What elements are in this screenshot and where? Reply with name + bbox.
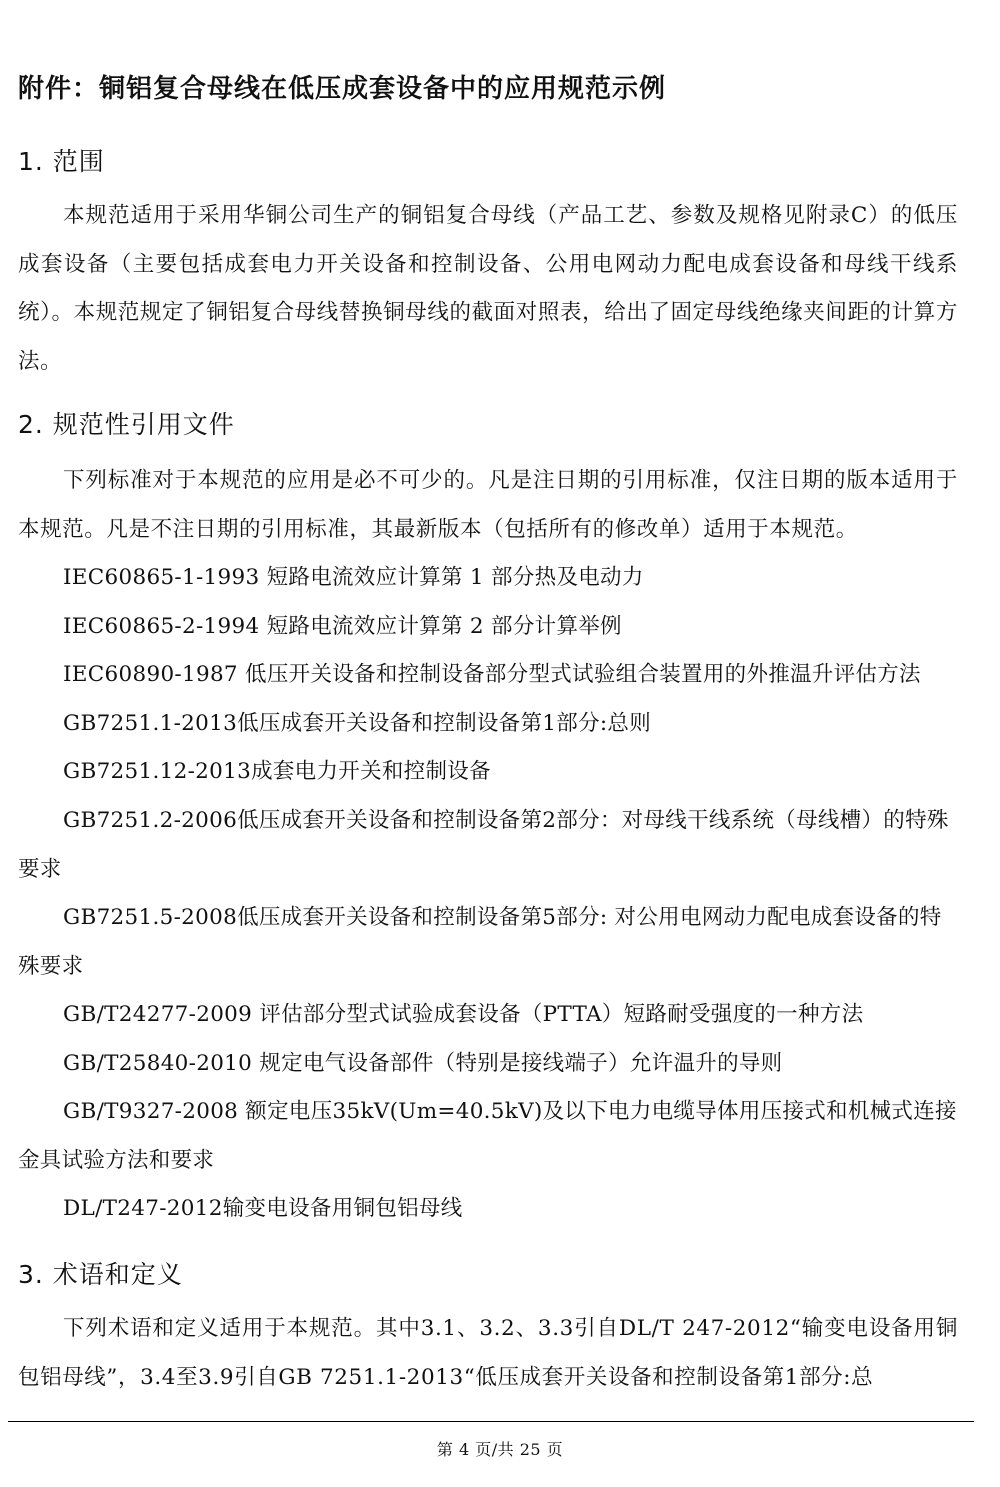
reference-item: GB7251.5-2008低压成套开关设备和控制设备第5部分: 对公用电网动力配电成套设备的特殊要求 [18, 905, 942, 979]
reference-item: IEC60865-1-1993 短路电流效应计算第 1 部分热及电动力 [63, 565, 644, 590]
section-heading-normative-references: 2. 规范性引用文件 [18, 410, 235, 439]
reference-item: GB/T25840-2010 规定电气设备部件（特别是接线端子）允许温升的导则 [63, 1051, 783, 1076]
reference-item: GB7251.2-2006低压成套开关设备和控制设备第2部分：对母线干线系统（母线槽）的特殊要求 [18, 808, 949, 882]
reference-item: GB7251.12-2013成套电力开关和控制设备 [63, 759, 491, 784]
reference-item: GB7251.1-2013低压成套开关设备和控制设备第1部分:总则 [63, 711, 652, 736]
footer-divider [8, 1421, 974, 1422]
reference-item: IEC60890-1987 低压开关设备和控制设备部分型式试验组合装置用的外推温升评估方法 [63, 662, 921, 687]
reference-item: IEC60865-2-1994 短路电流效应计算第 2 部分计算举例 [63, 614, 622, 639]
references-intro-paragraph: 下列标准对于本规范的应用是必不可少的。凡是注日期的引用标准，仅注日期的版本适用于本规范。凡是不注日期的引用标准，其最新版本（包括所有的修改单）适用于本规范。 [18, 468, 958, 542]
scope-paragraph: 本规范适用于采用华铜公司生产的铜铝复合母线（产品工艺、参数及规格见附录C）的低压成套设备（主要包括成套电力开关设备和控制设备、公用电网动力配电成套设备和母线干线系统）。本规范规定了铜铝复合母线替换铜母线的截面对照表，给出了固定母线绝缘夹间距的计算方法。 [18, 203, 958, 374]
reference-item: GB/T9327-2008 额定电压35kV(Um=40.5kV)及以下电力电缆导体用压接式和机械式连接金具试验方法和要求 [18, 1099, 957, 1173]
section-heading-terms-definitions: 3. 术语和定义 [18, 1260, 183, 1289]
terms-intro-paragraph: 下列术语和定义适用于本规范。其中3.1、3.2、3.3引自DL/T 247-2012“输变电设备用铜包铝母线”，3.4至3.9引自GB 7251.1-2013“低压成套开关设备和控制设备第1部分:总 [18, 1316, 958, 1390]
reference-item: GB/T24277-2009 评估部分型式试验成套设备（PTTA）短路耐受强度的一种方法 [63, 1002, 864, 1027]
reference-item: DL/T247-2012输变电设备用铜包铝母线 [63, 1196, 463, 1221]
page-number: 第 4 页/共 25 页 [436, 1440, 564, 1459]
section-heading-scope: 1. 范围 [18, 147, 105, 176]
document-title: 附件：铜铝复合母线在低压成套设备中的应用规范示例 [18, 74, 667, 104]
